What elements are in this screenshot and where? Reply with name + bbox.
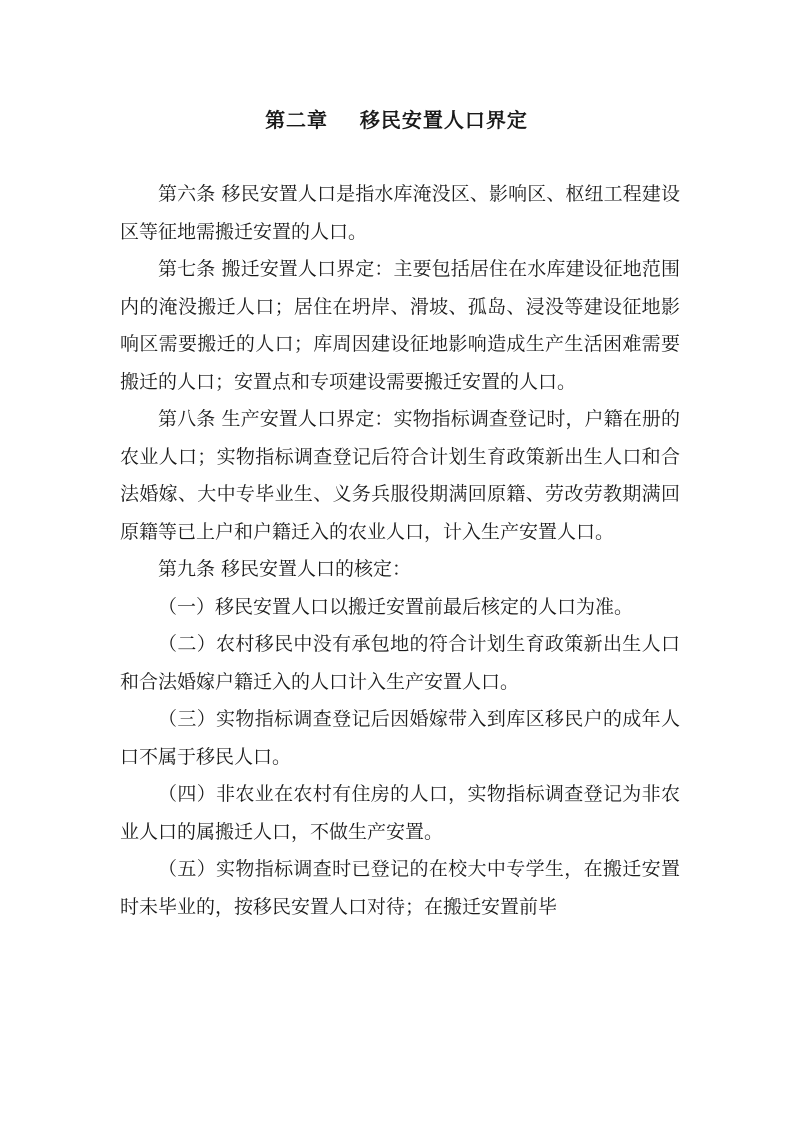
article-8-paragraph: 第八条 生产安置人口界定：实物指标调查登记时，户籍在册的农业人口；实物指标调查登记后符合计划生育政策新出生人口和合法婚嫁、大中专毕业生、义务兵服役期满回原籍、劳改劳教期满回原籍等已上户和户籍迁入的农业人口，计入生产安置人口。 xyxy=(120,408,680,543)
article-9-heading: 第九条 移民安置人口的核定： xyxy=(158,558,412,580)
article-9-item-4: （四）非农业在农村有住房的人口，实物指标调查登记为非农业人口的属搬迁人口，不做生产安置。 xyxy=(120,783,680,843)
article-9-item-2: （二）农村移民中没有承包地的符合计划生育政策新出生人口和合法婚嫁户籍迁入的人口计入生产安置人口。 xyxy=(120,633,680,693)
chapter-title: 第二章 移民安置人口界定 xyxy=(265,108,528,132)
article-7-paragraph: 第七条 搬迁安置人口界定：主要包括居住在水库建设征地范围内的淹没搬迁人口；居住在坍岸、滑坡、孤岛、浸没等建设征地影响区需要搬迁的人口；库周因建设征地影响造成生产生活困难需要搬迁的人口；安置点和专项建设需要搬迁安置的人口。 xyxy=(120,258,680,393)
document-body xyxy=(120,176,680,926)
article-9-item-5: （五）实物指标调查时已登记的在校大中专学生，在搬迁安置时未毕业的，按移民安置人口对待；在搬迁安置前毕 xyxy=(120,858,680,918)
article-9-item-3: （三）实物指标调查登记后因婚嫁带入到库区移民户的成年人口不属于移民人口。 xyxy=(120,708,680,768)
article-6-paragraph: 第六条 移民安置人口是指水库淹没区、影响区、枢纽工程建设区等征地需搬迁安置的人口。 xyxy=(120,183,680,243)
article-9-item-1: （一）移民安置人口以搬迁安置前最后核定的人口为准。 xyxy=(158,595,634,618)
